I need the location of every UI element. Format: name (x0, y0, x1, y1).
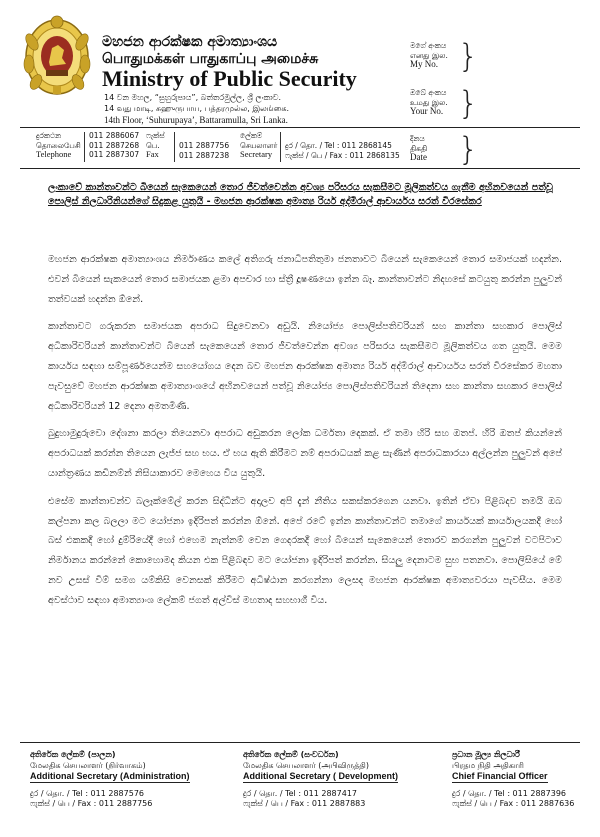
ministry-name-tamil: பொதுமக்கள் பாதுகாப்பு அமைச்சு (102, 51, 319, 67)
brace-my-no: } (458, 37, 479, 75)
brace-your-no: } (458, 84, 479, 122)
telephone-label: දුරකථන தொலைபேசி Telephone (36, 131, 81, 159)
body-paragraph: කාන්තාවට ගරුකරන සමාජයක අපරාධ සිදුවෙනවා අඩුයි. නියෝජ්‍ය පොලිස්පතිවරියන් සහ කාන්තා සහකාර පොලිස් අධිකාරිවරියන් කාන්තාවන්ට බියෙන් සැකෙයෙන් තොර ජීවත්වෙන්න අවශ්‍ය පරිසරය සැකසීමට මූලිකත්වය ගත යුතුයි. මෙම කාර්යය සඳහා සම්පූර්ණයෙන්ම සහයෝගය දෙන බව මහජන ආරක්ෂක අමාත්‍ය රියර් අද්මිරාල් ආචාර්යය සරත් වීරසේකර මහතා පැවසුවේ මහජන ආරක්ෂක අමාත්‍යාංශයේ අභිනවයෙන් පත්වූ නියෝජ්‍ය පොලිස්පතිවරියන් තිදෙනා සහ කාන්තා සහකාර පොලිස් අධිකාරිවරියන් 12 දෙනා අමතමිණි. (48, 321, 562, 412)
letter-heading: ලංකාවේ කාන්තාවන්ට බියෙන් සැකෙයෙන් තොර ජීවත්වෙන්න අවශ්‍ය පරිසරය සැකසීමට මූලිකත්වය ගැනීම අභිනවයෙන් පත්වූ පොලිස් නිලධාරිනියන්ගේ සිදුකළ යුතුයි - මහජන ආරක්ෂක අමාත්‍ය රියර් අද්මිරාල් ආචාර්යය සරත් වීරසේකර (48, 182, 553, 207)
footer-additional-secretary-admin: අතිරේක ලේකම් (පාලන) மேலதிக செயலாளர் (நிர்வாகம்) Additional Secretary (Administration) දුර / தொ. / Tel : 011 2887576 ෆැක්ස් / பெ / Fax : 011 2887756 (30, 750, 190, 808)
footer-rule (20, 742, 580, 743)
footer-chief-financial-officer: ප්‍රධාන මූල්‍ය නිලධාරී பிரதம நிதி அதிகாரி Chief Financial Officer දුර / தொ. / Tel : 011 2887396 ෆැක්ස් / பெ / Fax : 011 2887636 (452, 750, 575, 808)
letter-body (48, 250, 562, 619)
sri-lanka-emblem-icon (22, 12, 92, 98)
secretary-label: ලේකම් செயலாளர் Secretary (240, 131, 278, 159)
body-paragraph: එසේම කාන්තාවන්ව බලෑක්මේල් කරන සිද්ධීන්ට අදාලව අපි දැන් නීතිය සකස්කරගෙන යනවා. ඉතින් ඒවා පිළිබදව තමයි ඔබ කල්පනා කල බලලා මට යෝජනා ඉදිරිපත් කරන්න ඕනේ. අපේ රටේ ඉන්න කාන්තාවන්ට තමාගේ කාර්යයක් කාර්යාලයකදී හෝ බස් එකකදී හෝ දුම්රියේදී හෝ එහෙම නැත්නම් වෙන ගෙදරකදී හෝ බියෙන් සැකෙයෙන් තොරව කරගන්න පුලුවන් වටපිටාව නිර්මානය කරන්නේ කොහොමද කියන එක පිළිබඳව මට යෝජනා ඉදිරිපත් කරන්න. සියලු දෙනාටම සුභ පතනවා. පොලිසියේ මේ නව උසස් වීම් සමග යම්කිසි වෙනසක් කිරීමට අධිෂ්ඨාන කරගන්නා ලෙසද මහජන ආරක්ෂක අමාත්‍යවරයා පැවසීය. මෙම අවස්ථාව සඳහා අමාත්‍යාංශ ලේකම් ජගත් අල්විස් මහතාද සහභාගී විය. (48, 495, 562, 606)
your-number-label: ඔබේ අංකය உமது இல. Your No. (410, 88, 448, 116)
brace-date: } (458, 130, 479, 168)
body-paragraph: මහජන ආරක්ෂක අමාත්‍යාංශය නිර්මාණය කලේ අතිගරු ජනාධිපතිතුමා ජනතාවට බියෙන් සැකෙයෙන් තොර සමාජයක් හදන්න. එවන් බියෙන් සැකයෙන් තොර සමාජයක ළමා අපචාර හා ස්ත්‍රී දූෂණයො ඉන්න බෑ. කාන්තාවන්ට නිදහසේ කටයුතු කරන්න පුලුවන් තත්වයක් හදන්න ඕනේ. (48, 254, 562, 305)
fax-numbers: 011 2887756 011 2887238 (179, 141, 230, 160)
date-label: දිනය திகதி Date (410, 134, 428, 162)
telephone-numbers: 011 2886067 011 2887268 011 2887307 (89, 131, 140, 159)
divider (280, 132, 281, 162)
divider (84, 132, 85, 162)
contact-rule (20, 168, 580, 169)
fax-label: ෆැක්ස් பெ. Fax (146, 131, 165, 159)
address-english: 14th Floor, ‘Suhurupaya’, Battaramulla, Sri Lanka. (104, 115, 288, 125)
body-paragraph: බුදුහාමුදුරුවො දේශනා කරලා තියෙනවා අපරාධ අඩුකරන ලෝක ධර්මතා දෙකක්. ඒ තමා හිරි සහ ඔතප්. හිරි ඔතප් කියන්නේ අපරාධයක් කරන්න තියෙන ලැජ්ජ සහ භය. ඒ භය ඇති කිරීමට නම් අපරාධයක් කළ සැණින් අපරාධකාරයා අල්ලන්න පුලුවන් අපේ යාන්ත්‍රණය කඩිනම්න් නිසියාකාරව මෙහෙය විය යුතුයි. (48, 428, 562, 479)
divider (174, 132, 175, 162)
header-rule (20, 127, 580, 128)
footer-additional-secretary-dev: අතිරේක ලේකම් (සංවර්ධන) மேலதிக செயலாளர் (அபிவிருத்தி) Additional Secretary ( Development) දුර / தொ. / Tel : 011 2887417 ෆැක්ස් / பெ / Fax : 011 2887883 (243, 750, 399, 808)
address-tamil: 14 வது மாடி, சுஹுருபாய, பத்தரமுல்ல, இலங்கை. (104, 104, 290, 113)
ministry-name-english: Ministry of Public Security (102, 66, 357, 91)
ministry-name-sinhala: මහජන ආරක්ෂක අමාත්‍යාංශය (102, 34, 278, 50)
my-number-label: මගේ අංකය எனது இல. My No. (410, 41, 448, 69)
secretary-contact: දුර / தொ. / Tel : 011 2868145 ෆැක්ස් / பெ / Fax : 011 2868135 (285, 141, 400, 160)
address-sinhala: 14 වන මහල, “සුහුරුපාය”, බත්තරමුල්ල, ශ්‍රී ලංකාව. (104, 93, 282, 102)
